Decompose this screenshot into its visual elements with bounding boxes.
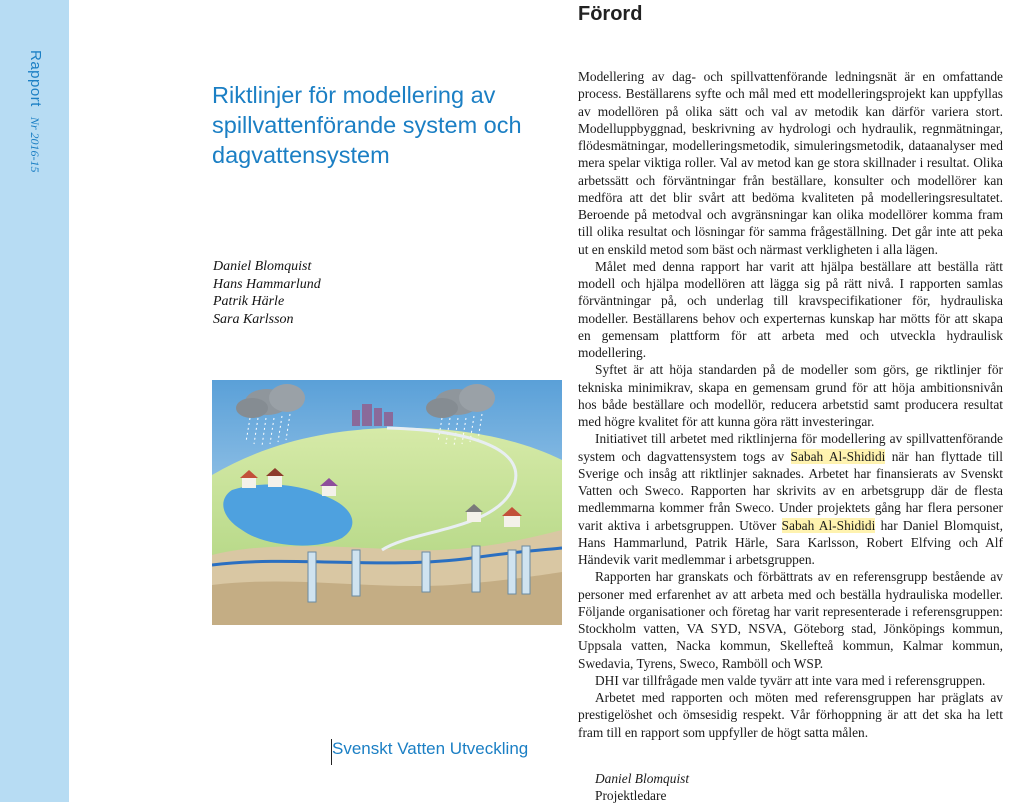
series-label: [26, 50, 44, 173]
author-name: Hans Hammarlund: [213, 276, 321, 292]
text-run: har Daniel Blomquist, Hans Hammarlund, Patrik Härle, Sara Karlsson, Robert Elfving och Alf Händevik varit medlemmar i arbetsgruppen.: [578, 517, 1003, 567]
series-number: Nr 2016-15: [28, 116, 42, 173]
foreword-paragraph: Arbetet med rapporten och möten med referensgruppen har präglats av prestigelöshet och ömsesidig respekt. Vår förhoppning är att det ska ha lett fram till en rapport som uppfyller de högt satta målen.: [578, 690, 1003, 740]
signature-role: Projektledare: [595, 788, 667, 803]
foreword-paragraph: Modellering av dag- och spillvattenförande ledningsnät är en omfattande process. Beställarens syfte och mål med ett modelleringsprojekt kan uppfyllas av modellören på olika sätt och val av metodik kan därför variera stort. Modelluppbyggnad, beskrivning av hydrologi och hydraulik, regnmätningar, flödesmätningar, modelleringsmetodik, simuleringsmetodik, dataanalyser med mera spelar viktiga roller. Val av metod kan ge stora skillnader i resultat. Olika arbetssätt och förväntningar från beställare, konsulter och modellörer kan medföra att det blir svårt att bedöma kvaliteten på modelleringsresultatet. Beroende på metodval och avgränsningar kan olika modellörer komma fram till olika resultat och lösningar för samma frågeställning. Det går inte att peka ut en enskild metod som bäst och närmast verkligheten i alla lägen.: [578, 69, 1003, 257]
foreword-paragraph: Syftet är att höja standarden på de modeller som görs, ge riktlinjer för tekniska minimikrav, skapa en gemensam grund för att höja ambitionsnivån hos både beställare och modellör, reducera arbetstid samt producera resultat med högre kvalitet för att kunna göra rätt investeringar.: [578, 362, 1003, 429]
author-name: Patrik Härle: [213, 294, 285, 309]
foreword-paragraph: Rapporten har granskats och förbättrats av en referensgrupp bestående av personer med erfarenhet av att arbeta med och beställa hydrauliska modeller. Följande organisationer och företag har varit representerade i referensgruppen: Stockholm vatten, VA SYD, NSVA, Göteborg stad, Jönköpings kommun, Uppsala vatten, Nacka kommun, Skellefteå kommun, Kalmar kommun, Swedavia, Tyrens, Sweco, Ramböll och WSP.: [578, 569, 1003, 671]
author-name: Daniel Blomquist: [213, 259, 312, 274]
highlighted-name: Sabah Al-Shididi: [790, 448, 886, 464]
text-run: när han flyttade till Sverige och insåg att riktlinjer saknades. Arbetet har finansierats av Svenskt Vatten och Sweco. Rapporten har skrivits av en arbetsgrupp där de flesta medlemmarna kommer från Sweco. Under projektets gång har flera personer varit aktiva i arbetsgruppen. Utöver: [578, 448, 1003, 533]
signature-name: Daniel Blomquist: [595, 771, 690, 786]
publisher-name: Svenskt Vatten Utveckling: [332, 739, 529, 758]
highlighted-name: Sabah Al-Shididi: [781, 517, 876, 533]
drainage-system-illustration: [212, 380, 562, 625]
author-list: [213, 258, 321, 328]
foreword-paragraph: Målet med denna rapport har varit att hjälpa beställare att beställa rätt modell och hjälpa modellören att lägga sig på rätt nivå. I rapporten samlas förväntningar på, och underlag till kravspecifikationer för, hydrauliska modeller. Beställarens behov och experternas kunskap har mötts för att skapa en gemensam plattform för att arbeta med och utveckla hydraulisk modellering.: [578, 258, 1003, 360]
series-label-text: Rapport: [27, 50, 44, 107]
text-run: Initiativet till arbetet med riktlinjerna för modellering av spillvattenförande system och dagvattensystem togs av: [578, 431, 1003, 464]
foreword-heading: Förord: [578, 3, 643, 25]
foreword-page: [578, 0, 1003, 802]
signature-block: [595, 770, 689, 804]
foreword-body: [578, 68, 1003, 741]
author-name: Sara Karlsson: [213, 311, 294, 327]
report-title: Riktlinjer för modellering av spillvattenförande system och dagvattensystem: [212, 82, 522, 168]
foreword-paragraph-initiative: [578, 430, 1003, 568]
foreword-paragraph: DHI var tillfrågade men valde tyvärr att inte vara med i referensgruppen.: [595, 672, 986, 688]
